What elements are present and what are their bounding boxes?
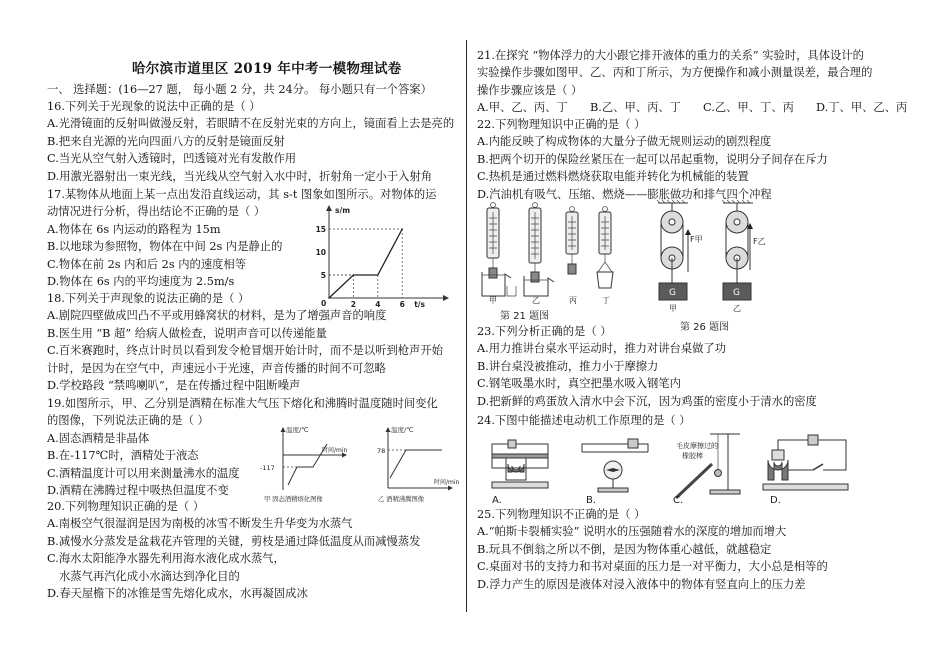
y-axis-label: s/m <box>335 206 351 215</box>
question-stem: 的图像，下列说法正确的是（ ） <box>47 414 209 428</box>
pulley-system-yi <box>722 200 753 300</box>
option-c: C.钢笔吸墨水时，真空把墨水吸入钢笔内 <box>477 377 681 391</box>
boiling-curve <box>390 450 442 478</box>
weight-label: G <box>669 288 676 298</box>
x-tick-label: 4 <box>375 300 381 309</box>
q19-temperature-graphs <box>258 422 458 504</box>
figure-label-jia: 甲 <box>489 296 497 305</box>
option-d: D.春天屋檐下的冰锥是雪先熔化成水，水再凝固成冰 <box>47 586 308 600</box>
figure-b <box>582 439 648 492</box>
question-stem: 25.下列物理知识不正确的是（ ） <box>477 508 646 521</box>
graph-caption: 乙 酒精沸腾图像 <box>378 496 425 503</box>
option-label-a: A. <box>492 495 502 506</box>
question-stem: 动情况进行分析，得出结论不正确的是（ ） <box>47 205 266 219</box>
temperature-mark: 78 <box>377 447 386 455</box>
option-d: D.丁、甲、乙、丙 <box>816 101 908 115</box>
option-c: C.物体在前 2s 内和后 2s 内的速度相等 <box>47 257 247 271</box>
option-d: D.学校路段 “禁鸣喇叭”，是在传播过程中阻断噪声 <box>47 378 301 392</box>
column-divider <box>466 40 467 612</box>
question-stem: 18.下列关于声现象的说法正确的是（ ） <box>47 292 250 305</box>
question-stem: 24.下图中能描述电动机工作原理的是（ ） <box>477 414 691 427</box>
option-b: B.讲台桌没被推动，推力小于摩擦力 <box>477 359 659 373</box>
question-stem: 21.在探究 “物体浮力的大小跟它排开液体的重力的关系” 实验时，具体设计的 <box>477 49 864 62</box>
x-tick-label: 6 <box>399 300 405 309</box>
figure-label-bing: 丙 <box>569 296 577 305</box>
option-b: B.以地球为参照物，物体在中间 2s 内是静止的 <box>47 240 283 254</box>
graph-caption: 甲 固态酒精熔化图像 <box>264 496 323 503</box>
figure-label-yi: 乙 <box>733 304 741 313</box>
option-b: B.乙、甲、丙、丁 <box>590 101 681 115</box>
rod-label: 橡胶棒 <box>682 452 703 460</box>
force-label-jia: F甲 <box>690 235 703 244</box>
x-axis-label: t/s <box>414 300 425 309</box>
figure-d <box>763 435 848 490</box>
figure-caption-21: 第 21 题图 <box>500 311 550 322</box>
y-axis-label: 温度/℃ <box>286 426 309 434</box>
rod-label: 毛皮摩擦过的 <box>676 442 718 450</box>
question-stem: 19.如图所示，甲、乙分别是酒精在标准大气压下熔化和沸腾时温度随时间变化 <box>47 397 438 410</box>
option-c: C.百米赛跑时，终点计时员以看到发令枪冒烟开始计时，而不是以听到枪声开始 <box>47 344 443 358</box>
data-point <box>401 228 403 230</box>
question-23 <box>477 323 922 410</box>
page-title: 哈尔滨市道里区 2019 年中考一模物理试卷 <box>132 61 402 77</box>
q21-q26-figures <box>478 200 778 335</box>
options-row <box>477 99 922 116</box>
option-a: A.固态酒精是非晶体 <box>47 431 150 445</box>
option-label-b: B. <box>586 495 597 506</box>
force-label-yi: F乙 <box>753 237 766 246</box>
figure-label-ding: 丁 <box>602 296 610 305</box>
option-a: A.物体在 6s 内运动的路程为 15m <box>47 222 221 236</box>
option-a: A.光滑镜面的反射叫做漫反射，若眼睛不在反射光束的方向上，镜面看上去是亮的 <box>47 117 455 131</box>
question-stem: 实验操作步骤如图甲、乙、丙和丁所示，为方便操作和减小测量误差，最合理的 <box>477 66 873 80</box>
pulley-system-jia <box>657 200 688 300</box>
option-b: B.医生用 “B 超” 给病人做检查，说明声音可以传递能量 <box>47 326 327 340</box>
figure-caption-26: 第 26 题图 <box>680 322 730 333</box>
option-label-d: D. <box>770 495 781 506</box>
question-22 <box>477 116 922 203</box>
option-a: A.用力推讲台桌水平运动时，推力对讲台桌做了功 <box>477 342 726 356</box>
question-21 <box>477 47 922 117</box>
question-stem: 操作步骤应该是（ ） <box>477 83 583 97</box>
weight-label: G <box>733 288 740 298</box>
option-c: C.酒精温度计可以用来测量沸水的温度 <box>47 466 240 480</box>
figure-label-jia: 甲 <box>669 304 677 313</box>
option-a: A.南极空气很湿润是因为南极的冰雪不断发生升华变为水蒸气 <box>47 517 353 531</box>
temperature-mark: -117 <box>260 464 275 472</box>
data-point <box>328 297 330 299</box>
question-24 <box>477 412 922 429</box>
option-c: C.热机是通过燃料燃烧获取电能并转化为机械能的装置 <box>477 170 749 184</box>
data-point <box>377 274 379 276</box>
option-a: A.甲、乙、丙、丁 <box>477 101 568 115</box>
figure-label-yi: 乙 <box>532 296 540 305</box>
spring-balance-ding <box>597 207 613 289</box>
spring-balance-bing <box>566 207 578 275</box>
option-label-c: C. <box>673 495 684 506</box>
question-stem: 23.下列分析正确的是（ ） <box>477 325 612 338</box>
option-b: B.在-117℃时，酒精处于液态 <box>47 449 199 463</box>
y-tick-label: 5 <box>320 271 326 280</box>
origin-label: 0 <box>321 299 327 308</box>
option-d: D.浮力产生的原因是液体对浸入液体中的物体有竖直向上的压力差 <box>477 577 806 591</box>
question-stem: 16.下列关于光现象的说法中正确的是（ ） <box>47 100 261 113</box>
option-a: A.剧院四壁做成凹凸不平或用蜂窝状的材料，是为了增强声音的响度 <box>47 309 387 323</box>
x-tick-label: 2 <box>350 300 357 309</box>
question-stem: 17.某物体从地面上某一点出发沿直线运动，其 s-t 图象如图所示。对物体的运 <box>47 188 437 201</box>
option-d: D.把新鲜的鸡蛋放入清水中会下沉，因为鸡蛋的密度小于清水的密度 <box>477 394 817 408</box>
y-tick-label: 10 <box>315 248 326 257</box>
question-16 <box>47 98 464 185</box>
motion-line <box>329 229 402 298</box>
option-c: C.海水太阳能净水器先利用海水液化成水蒸气， <box>47 552 285 566</box>
q24-figures <box>478 430 918 508</box>
x-axis-label: 时间/min <box>434 479 460 486</box>
option-d: D.酒精在沸腾过程中吸热但温度不变 <box>47 483 229 497</box>
question-stem: 20.下列物理知识正确的是（ ） <box>47 500 205 513</box>
question-25 <box>477 506 922 593</box>
section-heading: 一、 选择题：(16—27 题， 每小题 2 分，共 24分。 每小题只有一个答案） <box>47 83 432 96</box>
option-a: A.内能反映了构成物体的大量分子做无规则运动的剧烈程度 <box>477 135 772 149</box>
option-d: D.物体在 6s 内的平均速度为 2.5m/s <box>47 274 235 288</box>
spring-balance-jia <box>482 203 516 297</box>
option-c-continued: 计时，是因为在空气中，声速远小于光速，声音传播的时间不可忽略 <box>47 361 386 375</box>
option-d: D.汽油机有吸气、压缩、燃烧——膨胀做功和排气四个冲程 <box>477 187 772 201</box>
option-b: B.玩具不倒翁之所以不倒，是因为物体重心越低，就越稳定 <box>477 542 772 556</box>
graph-yi <box>377 425 460 503</box>
question-20 <box>47 498 464 602</box>
question-stem: 22.下列物理知识中正确的是（ ） <box>477 118 646 131</box>
option-b: B.把两个切开的保险丝紧压在一起可以吊起重物，说明分子间存在斥力 <box>477 152 828 166</box>
option-c: C.乙、甲、丁、丙 <box>703 101 794 115</box>
y-tick-label: 15 <box>315 225 326 234</box>
y-axis-label: 温度/℃ <box>391 426 414 434</box>
q17-st-graph <box>308 200 458 310</box>
option-a: A.“帕斯卡裂桶实验” 说明水的压强随着水的深度的增加而增大 <box>477 525 787 539</box>
data-point <box>353 274 355 276</box>
figure-c <box>676 434 740 498</box>
option-d: D.用激光器射出一束光线，当光线从空气射入水中时，折射角一定小于入射角 <box>47 169 433 183</box>
option-c-continued: 水蒸气再汽化成小水滴达到净化目的 <box>59 569 240 583</box>
spring-balance-yi <box>524 203 554 297</box>
figure-a <box>492 440 548 488</box>
option-c: C.桌面对书的支持力和书对桌面的压力是一对平衡力，大小总是相等的 <box>477 560 828 574</box>
option-b: B.减慢水分蒸发是盆栽花卉管理的关键，剪枝是通过降低温度从而减慢蒸发 <box>47 534 421 548</box>
option-c: C.当光从空气射入透镜时，凹透镜对光有发散作用 <box>47 152 297 166</box>
option-b: B.把来自光源的光向四面八方的反射是镜面反射 <box>47 134 285 148</box>
graph-jia <box>260 425 348 503</box>
x-axis-label: 时间/min <box>322 447 348 454</box>
